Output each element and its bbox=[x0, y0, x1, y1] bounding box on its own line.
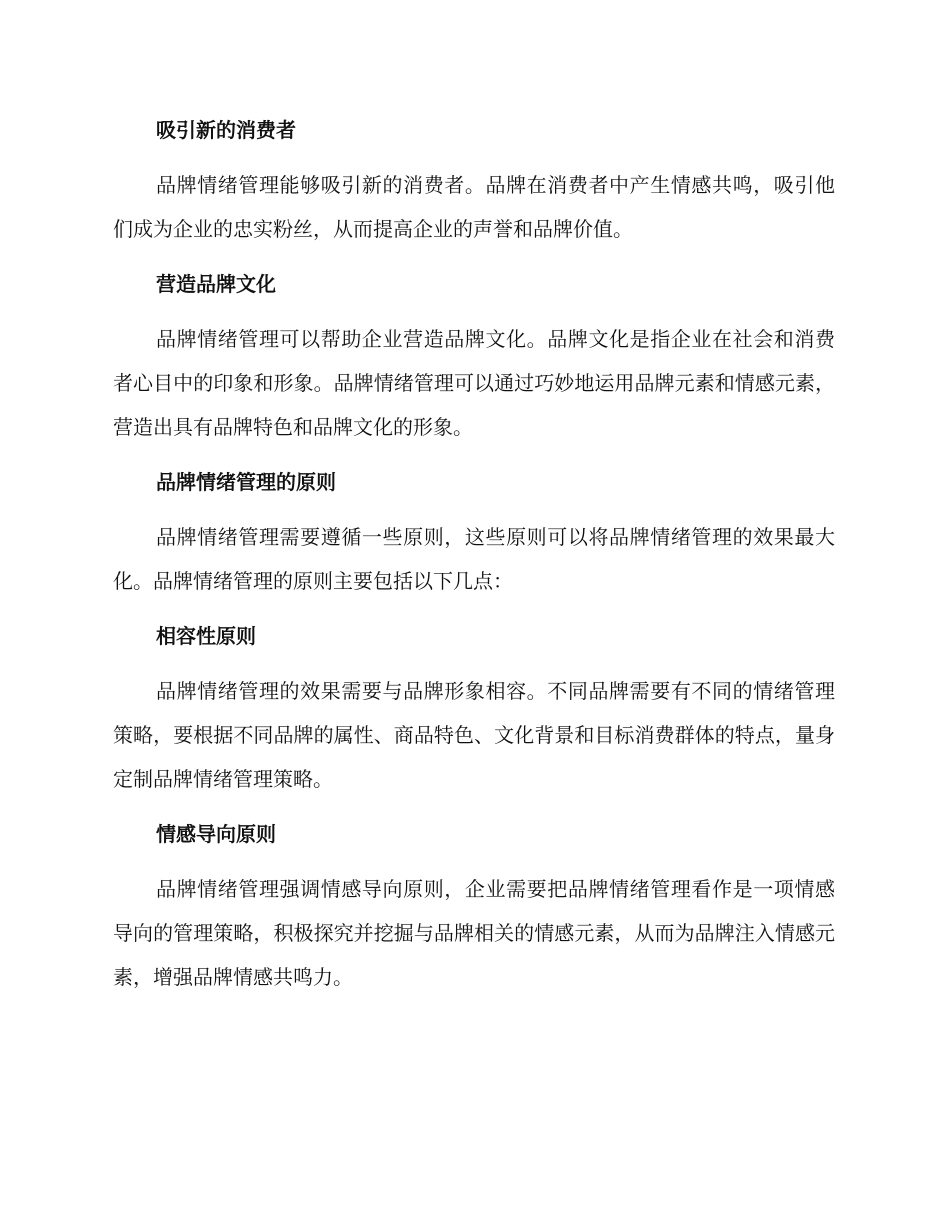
section-paragraph-brand-culture: 品牌情绪管理可以帮助企业营造品牌文化。品牌文化是指企业在社会和消费者心目中的印象和形象。品牌情绪管理可以通过巧妙地运用品牌元素和情感元素，营造出具有品牌特色和品牌文化的形象。 bbox=[113, 327, 835, 439]
section-heading-brand-culture: 营造品牌文化 bbox=[156, 272, 276, 296]
section-heading-principles: 品牌情绪管理的原则 bbox=[156, 470, 336, 494]
section-paragraph-compatibility: 品牌情绪管理的效果需要与品牌形象相容。不同品牌需要有不同的情绪管理策略，要根据不同品牌的属性、商品特色、文化背景和目标消费群体的特点，量身定制品牌情绪管理策略。 bbox=[113, 679, 835, 791]
section-paragraph-emotion-oriented: 品牌情绪管理强调情感导向原则，企业需要把品牌情绪管理看作是一项情感导向的管理策略，积极探究并挖掘与品牌相关的情感元素，从而为品牌注入情感元素，增强品牌情感共鸣力。 bbox=[113, 877, 835, 989]
document-page bbox=[113, 112, 835, 1014]
section-heading-emotion-oriented: 情感导向原则 bbox=[156, 822, 276, 846]
section-heading-compatibility: 相容性原则 bbox=[156, 624, 256, 648]
section-paragraph-principles: 品牌情绪管理需要遵循一些原则，这些原则可以将品牌情绪管理的效果最大化。品牌情绪管理的原则主要包括以下几点： bbox=[113, 525, 835, 593]
section-heading-attract-consumers: 吸引新的消费者 bbox=[156, 118, 296, 142]
section-paragraph-attract-consumers: 品牌情绪管理能够吸引新的消费者。品牌在消费者中产生情感共鸣，吸引他们成为企业的忠实粉丝，从而提高企业的声誉和品牌价值。 bbox=[113, 173, 835, 241]
